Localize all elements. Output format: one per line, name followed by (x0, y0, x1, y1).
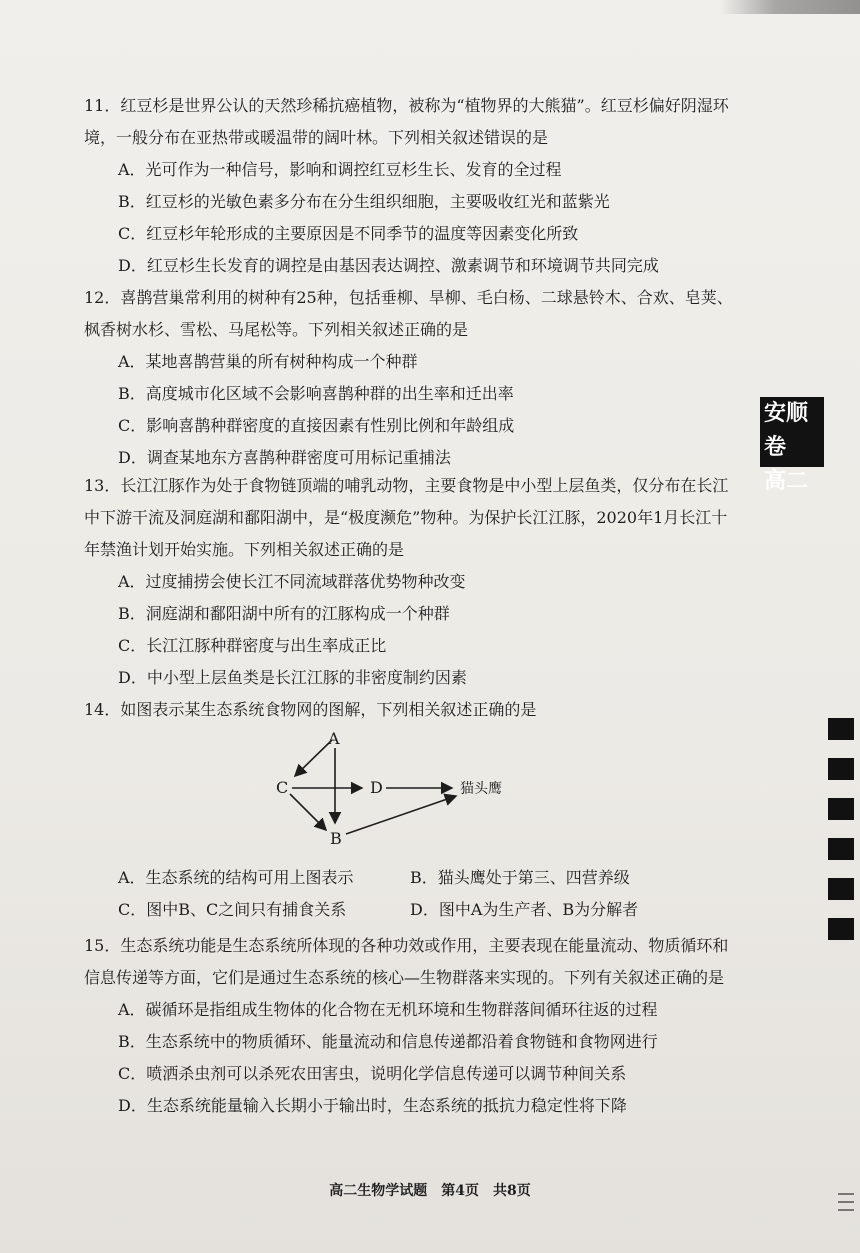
question-13-option-b: B．洞庭湖和鄱阳湖中所有的江豚构成一个种群 (118, 604, 450, 623)
question-14-options-row-2 (84, 894, 734, 926)
scan-edge-shadow (720, 0, 860, 14)
question-12-option-b: B．高度城市化区域不会影响喜鹊种群的出生率和迁出率 (118, 384, 514, 403)
question-12-option-d: D．调查某地东方喜鹊种群密度可用标记重捕法 (118, 448, 451, 467)
question-12 (84, 282, 734, 474)
question-15-option-c: C．喷洒杀虫剂可以杀死农田害虫，说明化学信息传递可以调节种间关系 (118, 1064, 627, 1083)
question-11 (84, 90, 734, 282)
arrow-b-to-owl (346, 796, 456, 834)
question-11-option-b: B．红豆杉的光敏色素多分布在分生组织细胞，主要吸收红光和蓝紫光 (118, 192, 610, 211)
question-15 (84, 930, 734, 1122)
question-14-option-d: D．图中A为生产者、B为分解者 (410, 900, 639, 919)
alignment-mark (828, 798, 854, 820)
question-11-stem: 11．红豆杉是世界公认的天然珍稀抗癌植物，被称为“植物界的大熊猫”。红豆杉偏好阴湿环境，一般分布在亚热带或暖温带的阔叶林。下列相关叙述错误的是 (84, 96, 729, 147)
question-14 (84, 694, 734, 726)
alignment-mark (828, 718, 854, 740)
question-14-stem: 14．如图表示某生态系统食物网的图解，下列相关叙述正确的是 (84, 700, 537, 719)
alignment-mark (828, 918, 854, 940)
question-12-stem: 12．喜鹊营巢常利用的树种有25种，包括垂柳、旱柳、毛白杨、二球悬铃木、合欢、皂荚、枫香树水杉、雪松、马尾松等。下列相关叙述正确的是 (84, 288, 733, 339)
question-15-stem: 15．生态系统功能是生态系统所体现的各种功效或作用，主要表现在能量流动、物质循环和信息传递等方面，它们是通过生态系统的核心—生物群落来实现的。下列有关叙述正确的是 (84, 936, 729, 987)
side-tab-line-1: 安顺卷 (764, 401, 809, 460)
question-12-option-c: C．影响喜鹊种群密度的直接因素有性别比例和年龄组成 (118, 416, 515, 435)
node-a: A (328, 730, 340, 748)
region-grade-tab (760, 397, 824, 494)
question-14-options-row-1 (84, 862, 734, 894)
question-13-stem: 13．长江江豚作为处于食物链顶端的哺乳动物，主要食物是中小型上层鱼类，仅分布在长江中下游干流及洞庭湖和鄱阳湖中，是“极度濒危”物种。为保护长江江豚，2020年1月长江十年禁渔计划开始实施。下列相关叙述正确的是 (84, 476, 729, 559)
alignment-mark (828, 838, 854, 860)
question-14-options (84, 862, 734, 926)
question-11-option-c: C．红豆杉年轮形成的主要原因是不同季节的温度等因素变化所致 (118, 224, 579, 243)
question-13-option-c: C．长江江豚种群密度与出生率成正比 (118, 636, 387, 655)
question-11-option-d: D．红豆杉生长发育的调控是由基因表达调控、激素调节和环境调节共同完成 (118, 256, 659, 275)
alignment-mark (828, 878, 854, 900)
question-14-option-b: B．猫头鹰处于第三、四营养级 (410, 868, 630, 887)
question-11-option-a: A．光可作为一种信号，影响和调控红豆杉生长、发育的全过程 (118, 160, 562, 179)
node-b: B (330, 829, 342, 848)
node-c: C (276, 778, 289, 797)
alignment-mark (828, 758, 854, 780)
food-web-diagram (260, 730, 560, 850)
side-tab-line-2: 高二 (764, 469, 809, 494)
question-13-option-a: A．过度捕捞会使长江不同流域群落优势物种改变 (118, 572, 466, 591)
question-14-option-a: A．生态系统的结构可用上图表示 (118, 868, 354, 887)
arrow-a-to-c (295, 740, 332, 776)
arrow-c-to-b (290, 794, 326, 830)
page-footer: 高二生物学试题 第4页 共8页 (329, 1183, 531, 1199)
question-15-option-b: B．生态系统中的物质循环、能量流动和信息传递都沿着食物链和食物网进行 (118, 1032, 658, 1051)
node-d: D (370, 778, 383, 797)
question-15-option-d: D．生态系统能量输入长期小于输出时，生态系统的抵抗力稳定性将下降 (118, 1096, 627, 1115)
question-13-option-d: D．中小型上层鱼类是长江江豚的非密度制约因素 (118, 668, 467, 687)
node-owl: 猫头鹰 (460, 781, 502, 797)
question-14-option-c: C．图中B、C之间只有捕食关系 (118, 900, 347, 919)
question-15-option-a: A．碳循环是指组成生物体的化合物在无机环境和生物群落间循环往返的过程 (118, 1000, 658, 1019)
question-13 (84, 470, 734, 694)
question-12-option-a: A．某地喜鹊营巢的所有树种构成一个种群 (118, 352, 418, 371)
